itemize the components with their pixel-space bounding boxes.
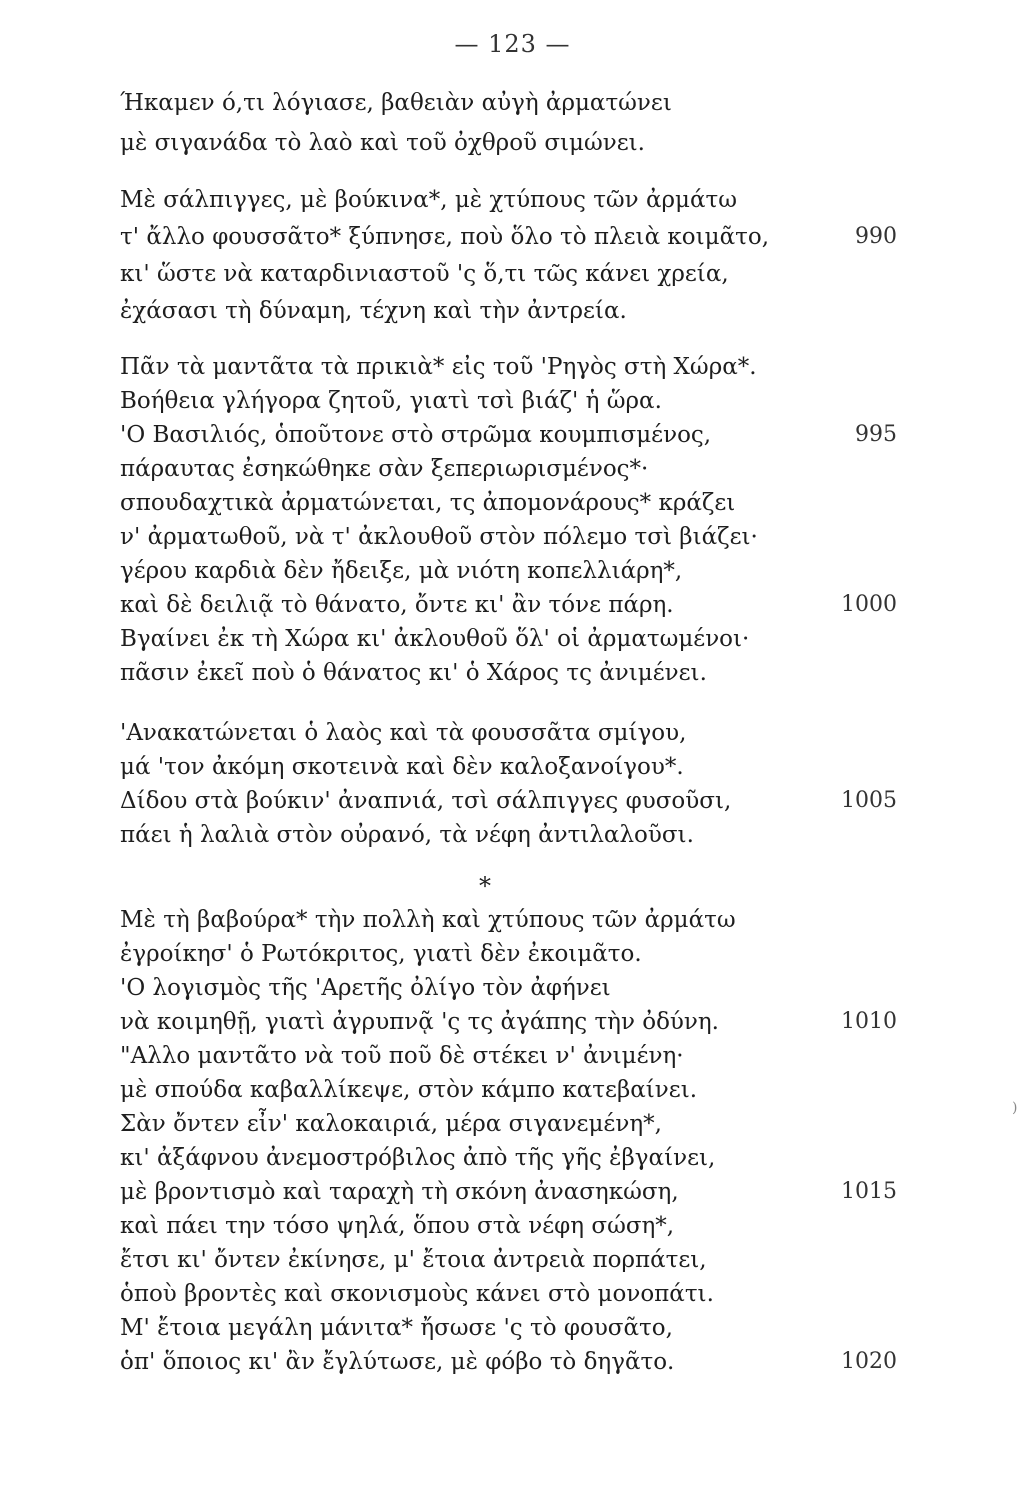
verse-line: ν' ἀρματωθοῦ, νὰ τ' ἀκλουθοῦ στὸν πόλεμο τσὶ βιάζει·	[120, 524, 758, 550]
verse-line: ὁπ' ὅποιος κι' ἂν ἔγλύτωσε, μὲ φόβο τὸ δηγᾶτο.	[120, 1349, 675, 1375]
verse-line: Βοήθεια γλήγορα ζητοῦ, γιατὶ τσὶ βιάζ' ἡ ὥρα.	[120, 388, 662, 414]
verse-line: νὰ κοιμηθῇ, γιατὶ ἀγρυπνᾷ 'ς τς ἀγάπης τὴν ὀδύνη.	[120, 1009, 719, 1035]
verse-line: ἐχάσασι τὴ δύναμη, τέχνη καὶ τὴν ἀντρεία.	[120, 298, 627, 324]
verse-line: πᾶσιν ἐκεῖ ποὺ ὁ θάνατος κι' ὁ Χάρος τς ἀνιμένει.	[120, 660, 707, 686]
verse-line: μά 'τον ἀκόμη σκοτεινὰ καὶ δὲν καλοξανοίγου*.	[120, 754, 684, 780]
verse-line: ἐγροίκησ' ὁ Ρωτόκριτος, γιατὶ δὲν ἐκοιμᾶτο.	[120, 941, 642, 967]
verse-line: μὲ βροντισμὸ καὶ ταραχὴ τὴ σκόνη ἀνασηκώση,	[120, 1179, 679, 1205]
verse-line: Μὲ τὴ βαβούρα* τὴν πολλὴ καὶ χτύπους τῶν ἀρμάτω	[120, 907, 736, 933]
verse-line: πάραυτας ἐσηκώθηκε σὰν ξεπεριωρισμένος*·	[120, 456, 649, 482]
verse-line: γέρου καρδιὰ δὲν ἤδειξε, μὰ νιότη κοπελλιάρη*,	[120, 558, 683, 584]
verse-line: ὁποὺ βροντὲς καὶ σκονισμοὺς κάνει στὸ μονοπάτι.	[120, 1281, 714, 1307]
line-number: 995	[855, 422, 897, 447]
verse-line: κι' ὥστε νὰ καταρδινιαστοῦ 'ς ὅ,τι τῶς κάνει χρεία,	[120, 261, 729, 287]
verse-line: ἔτσι κι' ὄντεν ἐκίνησε, μ' ἔτοια ἀντρειὰ πορπάτει,	[120, 1247, 707, 1273]
page-number: — 123 —	[454, 30, 571, 58]
line-number: 1015	[841, 1179, 897, 1204]
verse-line: μὲ σπούδα καβαλλίκεψε, στὸν κάμπο κατεβαίνει.	[120, 1077, 698, 1103]
verse-line: Μ' ἔτοια μεγάλη μάνιτα* ἤσωσε 'ς τὸ φουσᾶτο,	[120, 1315, 673, 1341]
verse-line: "Αλλο μαντᾶτο νὰ τοῦ ποῦ δὲ στέκει ν' ἀνιμένη·	[120, 1043, 684, 1069]
verse-line: τ' ἄλλο φουσσᾶτο* ξύπνησε, ποὺ ὅλο τὸ πλειὰ κοιμᾶτο,	[120, 224, 770, 250]
verse-line: Δίδου στὰ βούκιν' ἀναπνιά, τσὶ σάλπιγγες φυσοῦσι,	[120, 788, 732, 814]
line-number: 990	[855, 224, 897, 249]
line-number: 1010	[841, 1009, 897, 1034]
verse-line: 'Ο Βασιλιός, ὁποῦτονε στὸ στρῶμα κουμπισμένος,	[120, 422, 712, 448]
verse-line: κι' ἀξάφνου ἀνεμοστρόβιλος ἀπὸ τῆς γῆς ἐβγαίνει,	[120, 1145, 716, 1171]
verse-line: Πᾶν τὰ μαντᾶτα τὰ πρικιὰ* εἰς τοῦ 'Ρηγὸς στὴ Χώρα*.	[120, 354, 757, 380]
verse-line: Σὰν ὄντεν εἶν' καλοκαιριά, μέρα σιγανεμένη*,	[120, 1111, 662, 1137]
line-number: 1000	[841, 592, 897, 617]
line-number: 1020	[841, 1349, 897, 1374]
verse-line: μὲ σιγανάδα τὸ λαὸ καὶ τοῦ ὀχθροῦ σιμώνει.	[120, 130, 645, 156]
verse-line: Μὲ σάλπιγγες, μὲ βούκινα*, μὲ χτύπους τῶν ἀρμάτω	[120, 187, 737, 213]
verse-line: καὶ δὲ δειλιᾷ τὸ θάνατο, ὄντε κι' ἂν τόνε πάρη.	[120, 592, 674, 618]
section-separator: *	[479, 872, 491, 900]
verse-line: καὶ πάει την τόσο ψηλά, ὅπου στὰ νέφη σώση*,	[120, 1213, 675, 1239]
margin-mark: )	[1012, 1100, 1018, 1116]
verse-line: Βγαίνει ἐκ τὴ Χώρα κι' ἀκλουθοῦ ὅλ' οἱ ἀρματωμένοι·	[120, 626, 750, 652]
verse-line: 'Ο λογισμὸς τῆς 'Αρετῆς ὀλίγο τὸν ἀφήνει	[120, 975, 611, 1001]
line-number: 1005	[841, 788, 897, 813]
verse-line: 'Ανακατώνεται ὁ λαὸς καὶ τὰ φουσσᾶτα σμίγου,	[120, 720, 687, 746]
verse-line: σπουδαχτικὰ ἀρματώνεται, τς ἀπομονάρους* κράζει	[120, 490, 736, 516]
verse-line: Ήκαμεν ό,τι λόγιασε, βαθειὰν αὐγὴ ἀρματώνει	[120, 90, 672, 116]
verse-line: πάει ἡ λαλιὰ στὸν οὐρανό, τὰ νέφη ἀντιλαλοῦσι.	[120, 822, 694, 848]
